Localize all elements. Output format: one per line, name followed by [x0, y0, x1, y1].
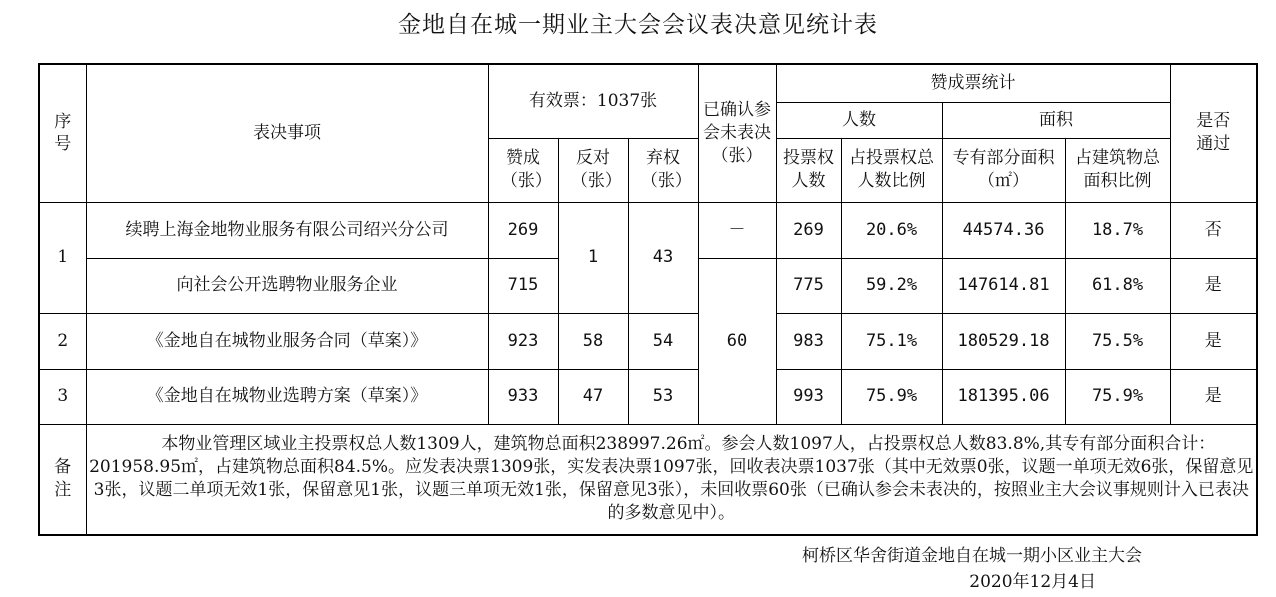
- cell-passed: 是: [1170, 258, 1257, 313]
- header-item: 表决事项: [86, 64, 488, 202]
- cell-abstain: 43: [628, 202, 698, 313]
- header-valid-votes: 有效票：1037张: [488, 64, 698, 138]
- cell-favor: 715: [488, 258, 558, 313]
- header-passed: 是否通过: [1170, 64, 1257, 202]
- cell-people-ratio: 75.1%: [841, 313, 942, 369]
- cell-confirmed: －: [698, 202, 776, 258]
- header-against: 反对（张）: [558, 138, 628, 202]
- cell-people-ratio: 20.6%: [841, 202, 942, 258]
- header-people-ratio: 占投票权总人数比例: [841, 138, 942, 202]
- header-favor-stats: 赞成票统计: [776, 64, 1170, 102]
- header-confirmed: 已确认参会未表决（张）: [698, 64, 776, 202]
- header-voters: 投票权人数: [776, 138, 841, 202]
- cell-voters: 993: [776, 369, 841, 424]
- cell-area-ratio: 61.8%: [1065, 258, 1170, 313]
- header-exclusive-area: 专有部分面积（㎡）: [942, 138, 1065, 202]
- vote-table: [38, 63, 1258, 536]
- cell-seq: 3: [39, 369, 86, 424]
- cell-seq: 1: [39, 202, 86, 313]
- cell-passed: 是: [1170, 313, 1257, 369]
- cell-people-ratio: 59.2%: [841, 258, 942, 313]
- header-abstain: 弃权（张）: [628, 138, 698, 202]
- cell-area-ratio: 75.9%: [1065, 369, 1170, 424]
- cell-people-ratio: 75.9%: [841, 369, 942, 424]
- header-area: 面积: [942, 102, 1170, 138]
- cell-area: 44574.36: [942, 202, 1065, 258]
- cell-item: 《金地自在城物业选聘方案（草案）》: [86, 369, 488, 424]
- cell-abstain: 54: [628, 313, 698, 369]
- header-seq: 序号: [39, 64, 86, 202]
- cell-confirmed: 60: [698, 258, 776, 424]
- cell-area: 147614.81: [942, 258, 1065, 313]
- cell-area: 180529.18: [942, 313, 1065, 369]
- cell-area: 181395.06: [942, 369, 1065, 424]
- cell-passed: 是: [1170, 369, 1257, 424]
- cell-abstain: 53: [628, 369, 698, 424]
- cell-passed: 否: [1170, 202, 1257, 258]
- cell-against: 58: [558, 313, 628, 369]
- cell-voters: 269: [776, 202, 841, 258]
- cell-area-ratio: 18.7%: [1065, 202, 1170, 258]
- cell-favor: 269: [488, 202, 558, 258]
- cell-seq: 2: [39, 313, 86, 369]
- cell-area-ratio: 75.5%: [1065, 313, 1170, 369]
- cell-voters: 983: [776, 313, 841, 369]
- cell-item: 向社会公开选聘物业服务企业: [86, 258, 488, 313]
- cell-voters: 775: [776, 258, 841, 313]
- cell-item: 《金地自在城物业服务合同（草案）》: [86, 313, 488, 369]
- cell-favor: 933: [488, 369, 558, 424]
- notes-text: 本物业管理区域业主投票权总人数1309人，建筑物总面积238997.26㎡。参会人数1097人，占投票权总人数83.8%,其专有部分面积合计：201958.95㎡，占建筑物总面积84.5%。应发表决票1309张，实发表决票1097张，回收表决票1037张（其中无效票0张，议题一单项无效6张，保留意见3张，议题二单项无效1张，保留意见1张，议题三单项无效1张，保留意见3张），未回收票60张（已确认参会未表决的，按照业主大会议事规则计入已表决的多数意见中）。: [86, 424, 1257, 535]
- footer-date: 2020年12月4日: [969, 572, 1096, 592]
- table-row: [39, 313, 1257, 369]
- page-title: 金地自在城一期业主大会会议表决意见统计表: [398, 12, 878, 38]
- notes-label: 备注: [39, 424, 86, 535]
- cell-against: 1: [558, 202, 628, 313]
- cell-against: 47: [558, 369, 628, 424]
- header-area-ratio: 占建筑物总面积比例: [1065, 138, 1170, 202]
- table-row: [39, 202, 1257, 258]
- cell-favor: 923: [488, 313, 558, 369]
- footer-org: 柯桥区华舍街道金地自在城一期小区业主大会: [802, 546, 1142, 566]
- table-row: [39, 369, 1257, 424]
- notes-row: [39, 424, 1257, 535]
- cell-item: 续聘上海金地物业服务有限公司绍兴分公司: [86, 202, 488, 258]
- header-favor: 赞成（张）: [488, 138, 558, 202]
- header-people: 人数: [776, 102, 942, 138]
